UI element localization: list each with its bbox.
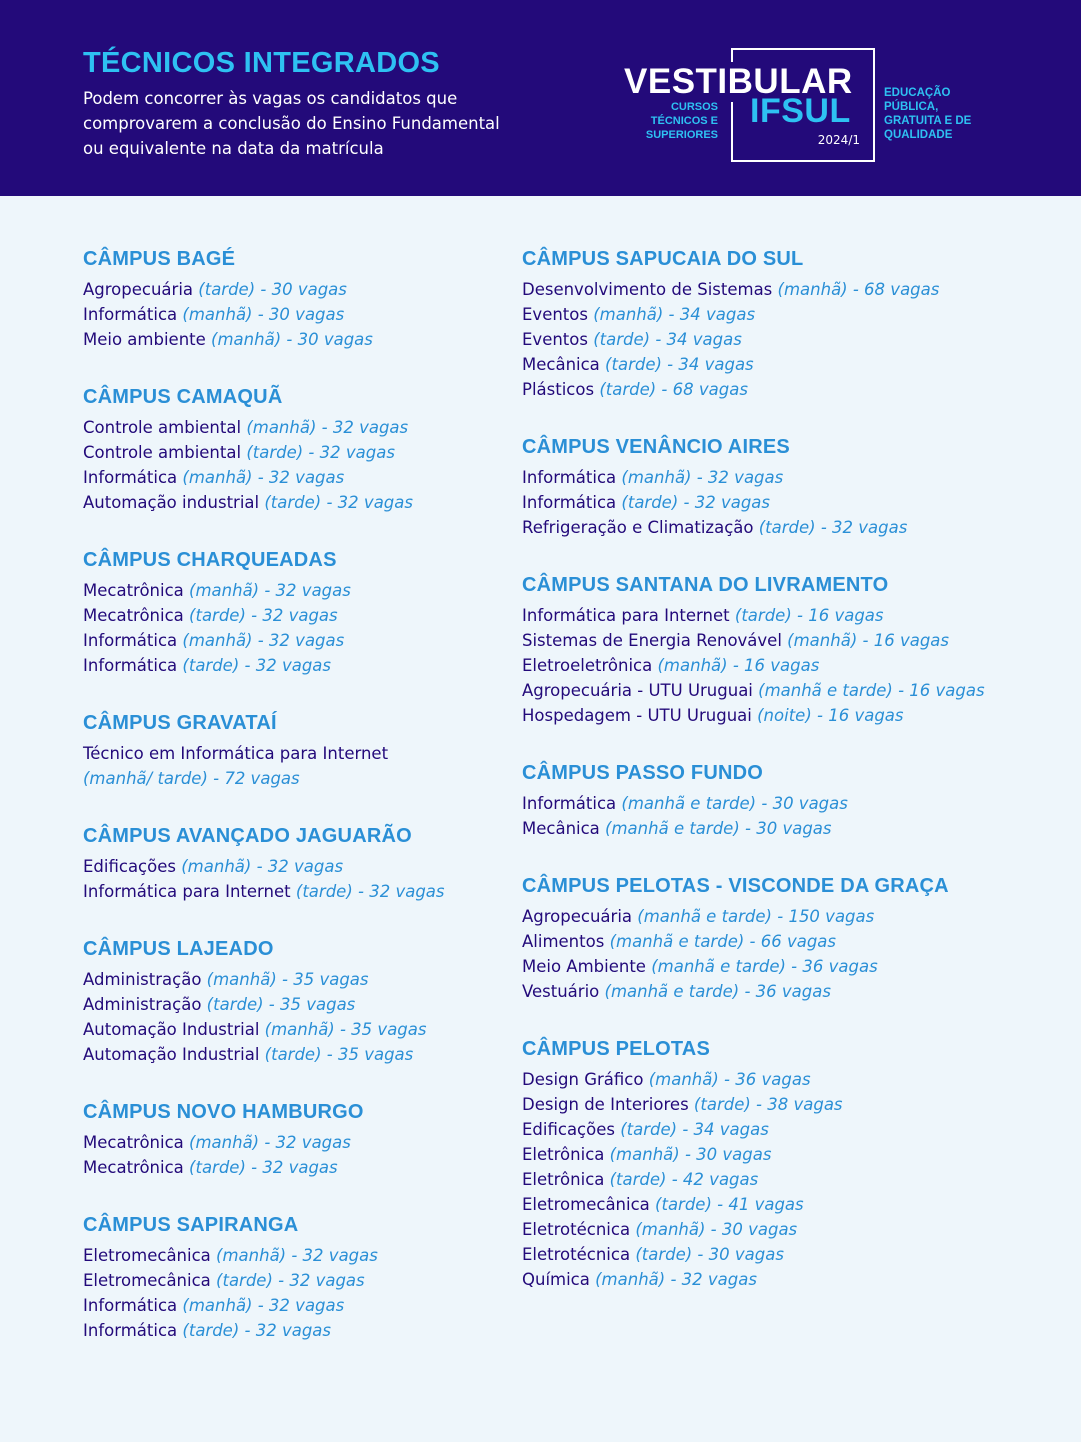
course-item — [83, 766, 503, 791]
campus-section — [83, 245, 503, 352]
campus-name: CÂMPUS SANTANA DO LIVRAMENTO — [522, 574, 889, 596]
course-name: Alimentos — [522, 932, 605, 951]
course-item — [522, 954, 1052, 979]
left-campus-column — [83, 245, 503, 1374]
course-item — [522, 603, 1052, 628]
page-subtitle: Podem concorrer às vagas os candidatos que comprovarem a conclusão do Ensino Fundamental ou equivalente na data da matrícula — [83, 89, 500, 158]
course-name: Controle ambiental — [83, 418, 242, 437]
campus-section — [83, 709, 503, 791]
course-item — [83, 603, 503, 628]
course-item — [522, 1192, 1052, 1217]
course-detail: (manhã) - 32 vagas — [621, 468, 784, 487]
course-detail: (tarde) - 16 vagas — [734, 606, 884, 625]
course-detail: (manhã e tarde) - 150 vagas — [637, 907, 875, 926]
course-item — [83, 440, 503, 465]
course-item — [83, 277, 503, 302]
course-detail: (manhã e tarde) - 30 vagas — [605, 819, 832, 838]
course-detail: (manhã) - 32 vagas — [189, 581, 351, 600]
course-item — [522, 1117, 1052, 1142]
course-detail: (tarde) - 32 vagas — [216, 1271, 365, 1290]
course-detail: (manhã) - 16 vagas — [787, 631, 949, 650]
course-item — [83, 1243, 503, 1268]
course-detail: (tarde) - 35 vagas — [264, 1045, 414, 1064]
course-detail: (tarde) - 32 vagas — [246, 443, 395, 462]
course-name: Mecatrônica — [83, 581, 184, 600]
campus-name: CÂMPUS PELOTAS - VISCONDE DA GRAÇA — [522, 875, 949, 897]
campus-name: CÂMPUS CAMAQUÃ — [83, 386, 283, 408]
course-name: Eletrotécnica — [522, 1220, 631, 1239]
course-name: Informática — [522, 493, 617, 512]
course-detail: (manhã) - 35 vagas — [206, 970, 369, 989]
course-item — [83, 490, 503, 515]
course-name: Vestuário — [522, 982, 600, 1001]
course-detail: (manhã) - 32 vagas — [189, 1133, 351, 1152]
course-detail: (tarde) - 32 vagas — [182, 656, 332, 675]
course-detail: (manhã) - 32 vagas — [181, 857, 344, 876]
course-detail: (tarde) - 32 vagas — [189, 606, 338, 625]
course-name: Controle ambiental — [83, 443, 242, 462]
course-item — [83, 1293, 503, 1318]
course-name: Eletromecânica — [83, 1271, 211, 1290]
campus-section — [522, 759, 1052, 841]
course-item — [522, 1067, 1052, 1092]
course-name: Agropecuária — [83, 280, 194, 299]
course-name: Refrigeração e Climatização — [522, 518, 754, 537]
campus-name: CÂMPUS GRAVATAÍ — [83, 712, 277, 734]
course-detail: (tarde) - 32 vagas — [189, 1158, 338, 1177]
course-name: Eventos — [522, 330, 588, 349]
course-item — [83, 465, 503, 490]
course-item — [522, 628, 1052, 653]
course-item — [83, 415, 503, 440]
campus-name: CÂMPUS SAPUCAIA DO SUL — [522, 248, 804, 270]
course-item — [83, 1318, 503, 1343]
course-detail: (manhã e tarde) - 36 vagas — [651, 957, 878, 976]
course-detail: (manhã) - 35 vagas — [264, 1020, 427, 1039]
campus-section — [522, 245, 1052, 402]
campus-section — [522, 433, 1052, 540]
logo-year: 2024/1 — [817, 133, 860, 147]
course-item — [522, 653, 1052, 678]
page-title: TÉCNICOS INTEGRADOS — [83, 47, 440, 79]
course-name: Meio Ambiente — [522, 957, 646, 976]
course-name: Design de Interiores — [522, 1095, 689, 1114]
campus-name: CÂMPUS VENÂNCIO AIRES — [522, 436, 790, 458]
course-detail: (manhã/ tarde) - 72 vagas — [83, 769, 300, 788]
course-name: Informática — [83, 1321, 178, 1340]
course-name: Plásticos — [522, 380, 595, 399]
course-name: Agropecuária — [522, 907, 633, 926]
course-detail: (tarde) - 34 vagas — [593, 330, 742, 349]
course-item — [522, 929, 1052, 954]
course-item — [83, 327, 503, 352]
course-name: Química — [522, 1270, 590, 1289]
course-item — [83, 1130, 503, 1155]
course-item — [522, 1167, 1052, 1192]
course-item — [522, 791, 1052, 816]
course-detail: (tarde) - 38 vagas — [693, 1095, 843, 1114]
course-detail: (manhã) - 36 vagas — [648, 1070, 811, 1089]
course-name: Eletrônica — [522, 1145, 605, 1164]
course-name: Administração — [83, 995, 202, 1014]
course-name: Informática — [522, 794, 617, 813]
course-detail: (manhã) - 34 vagas — [593, 305, 756, 324]
campus-name: CÂMPUS PASSO FUNDO — [522, 762, 764, 784]
campus-section — [522, 571, 1052, 728]
course-name: Hospedagem - UTU Uruguai — [522, 706, 752, 725]
course-detail: (manhã) - 16 vagas — [657, 656, 820, 675]
course-item — [522, 678, 1052, 703]
campus-section — [522, 872, 1052, 1004]
course-item — [83, 578, 503, 603]
course-detail: (manhã) - 32 vagas — [595, 1270, 757, 1289]
course-name: Eletromecânica — [522, 1195, 650, 1214]
campus-section — [83, 546, 503, 678]
course-name: Agropecuária - UTU Uruguai — [522, 681, 753, 700]
course-item — [83, 879, 503, 904]
campus-name: CÂMPUS SAPIRANGA — [83, 1214, 299, 1236]
course-name: Eletrônica — [522, 1170, 605, 1189]
course-detail: (manhã) - 32 vagas — [182, 468, 345, 487]
right-campus-column — [522, 245, 1052, 1323]
course-detail: (tarde) - 30 vagas — [635, 1245, 784, 1264]
course-name: Informática — [83, 631, 178, 650]
course-name: Eletroeletrônica — [522, 656, 653, 675]
course-detail: (tarde) - 32 vagas — [295, 882, 445, 901]
course-item — [522, 1217, 1052, 1242]
course-item — [522, 1267, 1052, 1292]
course-item — [522, 816, 1052, 841]
course-item — [83, 1042, 503, 1067]
course-name: Design Gráfico — [522, 1070, 644, 1089]
course-item — [522, 277, 1052, 302]
course-name: Mecatrônica — [83, 1158, 184, 1177]
course-name: Sistemas de Energia Renovável — [522, 631, 782, 650]
logo-ifsul: IFSUL — [750, 92, 851, 130]
course-name: Mecatrônica — [83, 1133, 184, 1152]
course-name: Eletrotécnica — [522, 1245, 631, 1264]
course-name: Eventos — [522, 305, 588, 324]
campus-section — [83, 1211, 503, 1343]
course-item — [83, 1155, 503, 1180]
course-name: Mecânica — [522, 819, 600, 838]
course-name: Automação industrial — [83, 493, 260, 512]
course-detail: (manhã) - 68 vagas — [777, 280, 940, 299]
course-item — [522, 1092, 1052, 1117]
course-name: Eletromecânica — [83, 1246, 211, 1265]
course-name: Informática — [522, 468, 617, 487]
course-item — [83, 967, 503, 992]
course-detail: (manhã) - 30 vagas — [609, 1145, 772, 1164]
course-name: Edificações — [522, 1120, 615, 1139]
course-detail: (tarde) - 34 vagas — [620, 1120, 769, 1139]
campus-name: CÂMPUS BAGÉ — [83, 248, 236, 270]
course-detail: (tarde) - 34 vagas — [605, 355, 754, 374]
campus-name: CÂMPUS NOVO HAMBURGO — [83, 1101, 364, 1123]
course-detail: (manhã) - 30 vagas — [635, 1220, 798, 1239]
course-item — [522, 327, 1052, 352]
course-detail: (manhã) - 30 vagas — [182, 305, 345, 324]
course-name: Informática para Internet — [83, 882, 291, 901]
course-item — [522, 490, 1052, 515]
course-item — [83, 992, 503, 1017]
course-name: Mecânica — [522, 355, 600, 374]
course-detail: (tarde) - 32 vagas — [621, 493, 771, 512]
course-name: Informática — [83, 305, 178, 324]
course-item — [83, 628, 503, 653]
course-item — [522, 377, 1052, 402]
course-name: Meio ambiente — [83, 330, 206, 349]
course-name: Informática — [83, 1296, 178, 1315]
campus-section — [83, 383, 503, 515]
course-detail: (tarde) - 30 vagas — [198, 280, 347, 299]
campus-name: CÂMPUS AVANÇADO JAGUARÃO — [83, 825, 412, 847]
course-detail: (tarde) - 68 vagas — [599, 380, 748, 399]
logo-vestibular: VESTIBULAR — [624, 62, 853, 101]
course-item — [522, 904, 1052, 929]
course-item — [522, 352, 1052, 377]
course-name: Informática — [83, 656, 178, 675]
course-detail: (manhã e tarde) - 16 vagas — [758, 681, 985, 700]
course-item — [522, 1242, 1052, 1267]
course-item — [522, 465, 1052, 490]
course-detail: (tarde) - 32 vagas — [264, 493, 413, 512]
course-name: Informática — [83, 468, 178, 487]
course-detail: (manhã) - 32 vagas — [182, 1296, 345, 1315]
header-banner — [0, 0, 1081, 196]
campus-section — [83, 822, 503, 904]
course-item — [83, 741, 503, 766]
campus-name: CÂMPUS PELOTAS — [522, 1038, 710, 1060]
course-name: Desenvolvimento de Sistemas — [522, 280, 773, 299]
course-item — [83, 1017, 503, 1042]
course-detail: (manhã) - 32 vagas — [182, 631, 345, 650]
campus-name: CÂMPUS CHARQUEADAS — [83, 549, 337, 571]
course-item — [83, 854, 503, 879]
course-item — [522, 979, 1052, 1004]
course-name: Automação Industrial — [83, 1020, 260, 1039]
campus-section — [83, 1098, 503, 1180]
course-name: Edificações — [83, 857, 176, 876]
course-detail: (tarde) - 32 vagas — [758, 518, 908, 537]
course-name: Técnico em Informática para Internet — [83, 744, 389, 763]
course-detail: (manhã) - 32 vagas — [246, 418, 409, 437]
course-detail: (tarde) - 42 vagas — [609, 1170, 759, 1189]
course-name: Mecatrônica — [83, 606, 184, 625]
course-name: Informática para Internet — [522, 606, 730, 625]
course-item — [83, 653, 503, 678]
course-detail: (manhã e tarde) - 30 vagas — [621, 794, 848, 813]
logo-cursos-text: CURSOS TÉCNICOS E SUPERIORES — [645, 101, 718, 141]
course-item — [522, 1142, 1052, 1167]
logo-tagline: EDUCAÇÃO PÚBLICA, GRATUITA E DE QUALIDADE — [884, 87, 972, 141]
course-detail: (tarde) - 32 vagas — [182, 1321, 332, 1340]
course-name: Administração — [83, 970, 202, 989]
campus-section — [83, 935, 503, 1067]
campus-name: CÂMPUS LAJEADO — [83, 938, 274, 960]
course-detail: (tarde) - 35 vagas — [206, 995, 356, 1014]
course-item — [522, 703, 1052, 728]
course-detail: (manhã) - 32 vagas — [216, 1246, 378, 1265]
course-detail: (manhã) - 30 vagas — [211, 330, 373, 349]
course-item — [522, 515, 1052, 540]
course-item — [83, 1268, 503, 1293]
campus-section — [522, 1035, 1052, 1292]
course-item — [83, 302, 503, 327]
course-item — [522, 302, 1052, 327]
course-detail: (manhã e tarde) - 36 vagas — [604, 982, 831, 1001]
course-detail: (manhã e tarde) - 66 vagas — [609, 932, 837, 951]
course-detail: (noite) - 16 vagas — [757, 706, 904, 725]
course-name: Automação Industrial — [83, 1045, 260, 1064]
course-detail: (tarde) - 41 vagas — [655, 1195, 804, 1214]
